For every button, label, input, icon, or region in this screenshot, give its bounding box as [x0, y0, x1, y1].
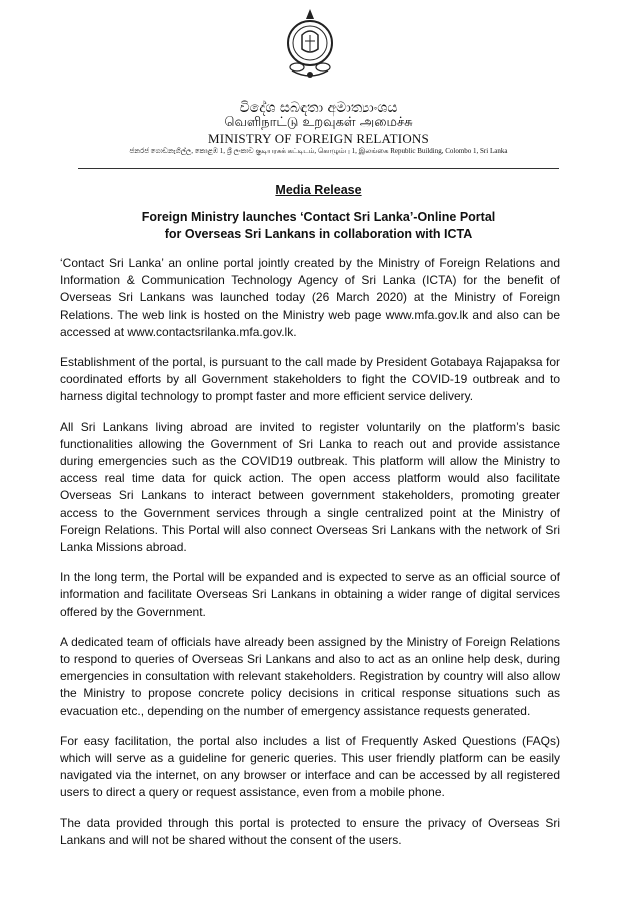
body-paragraph: All Sri Lankans living abroad are invited to register voluntarily on the platform’s basic functionalities allowing the Government of Sri Lanka to reach out and provide assistance during emergencies such as the COVID19 outbreak. This platform will allow the Ministry to access real time data for quick action. The open access platform would also facilitate Overseas Sri Lankans to interact between government stakeholders, promoting greater access to the Government services through a single centralized point at the Ministry of Foreign Relations. This Portal will also connect Overseas Sri Lankans with the network of Sri Lanka Missions abroad. [60, 419, 560, 555]
body-paragraph: In the long term, the Portal will be expanded and is expected to serve as an official source of information and facilitate Overseas Sri Lankans in obtaining a wider range of digital services offered by the Government. [60, 570, 560, 619]
headline-line-1: Foreign Ministry launches ‘Contact Sri Lanka’-Online Portal [141, 210, 496, 224]
body-paragraph: For easy facilitation, the portal also includes a list of Frequently Asked Questions (FAQs) which will serve as a guideline for generic queries. This user friendly platform can be easily navigated via the internet, on any browser or interface and can be accessed by all registered users to direct a query or request assistance, even from a mobile phone. [60, 733, 560, 800]
body-paragraph: Establishment of the portal, is pursuant to the call made by President Gotabaya Rajapaksa for coordinated efforts by all Government stakeholders to fight the COVID-19 outbreak and to harness digital technology to prompt faster and more efficient service delivery. [60, 355, 560, 404]
ministry-address: ජනරජ ගොඩනැගිල්ල, කොළඹ 1, ශ්‍රී ලංකාව குடியரசுக் கட்டிடம், கொழும்பு 1, இலங்கை Republic Building, Colombo 1, Sri Lanka [129, 147, 508, 155]
ministry-name-sinhala: විදේශ සබඳතා අමාත්‍යාංශය [239, 100, 398, 116]
body-paragraph: ‘Contact Sri Lanka’ an online portal jointly created by the Ministry of Foreign Relations and Information & Communication Technology Agency of Sri Lanka (ICTA) for the benefit of Overseas Sri Lankans was launched today (26 March 2020) at the Ministry of Foreign Relations. The web link is hosted on the Ministry web page www.mfa.gov.lk and also can be accessed at www.contactsrilanka.mfa.gov.lk. [60, 256, 560, 339]
headline-line-2: for Overseas Sri Lankans in collaboration with ICTA [164, 227, 473, 241]
ministry-name-tamil: வெளிநாட்டு உறவுகள் அமைச்சு [224, 115, 413, 130]
body-paragraph: The data provided through this portal is protected to ensure the privacy of Overseas Sri Lankans and will not be shared without the consent of the users. [60, 815, 560, 847]
release-body [60, 255, 560, 862]
media-release-label: Media Release [275, 183, 362, 197]
body-paragraph: A dedicated team of officials have already been assigned by the Ministry of Foreign Relations to respond to queries of Overseas Sri Lankans and also to act as an online help desk, during emergencies in consultation with relevant stakeholders. Registration by country will also allow the Ministry to propose concrete policy decisions in critical response situations such as evacuation etc., depending on the number of emergency assistance requests generated. [60, 634, 560, 718]
national-emblem-icon [284, 5, 336, 85]
ministry-name-english: MINISTRY OF FOREIGN RELATIONS [208, 131, 429, 146]
release-headline [80, 209, 557, 243]
letterhead-divider [78, 168, 559, 169]
